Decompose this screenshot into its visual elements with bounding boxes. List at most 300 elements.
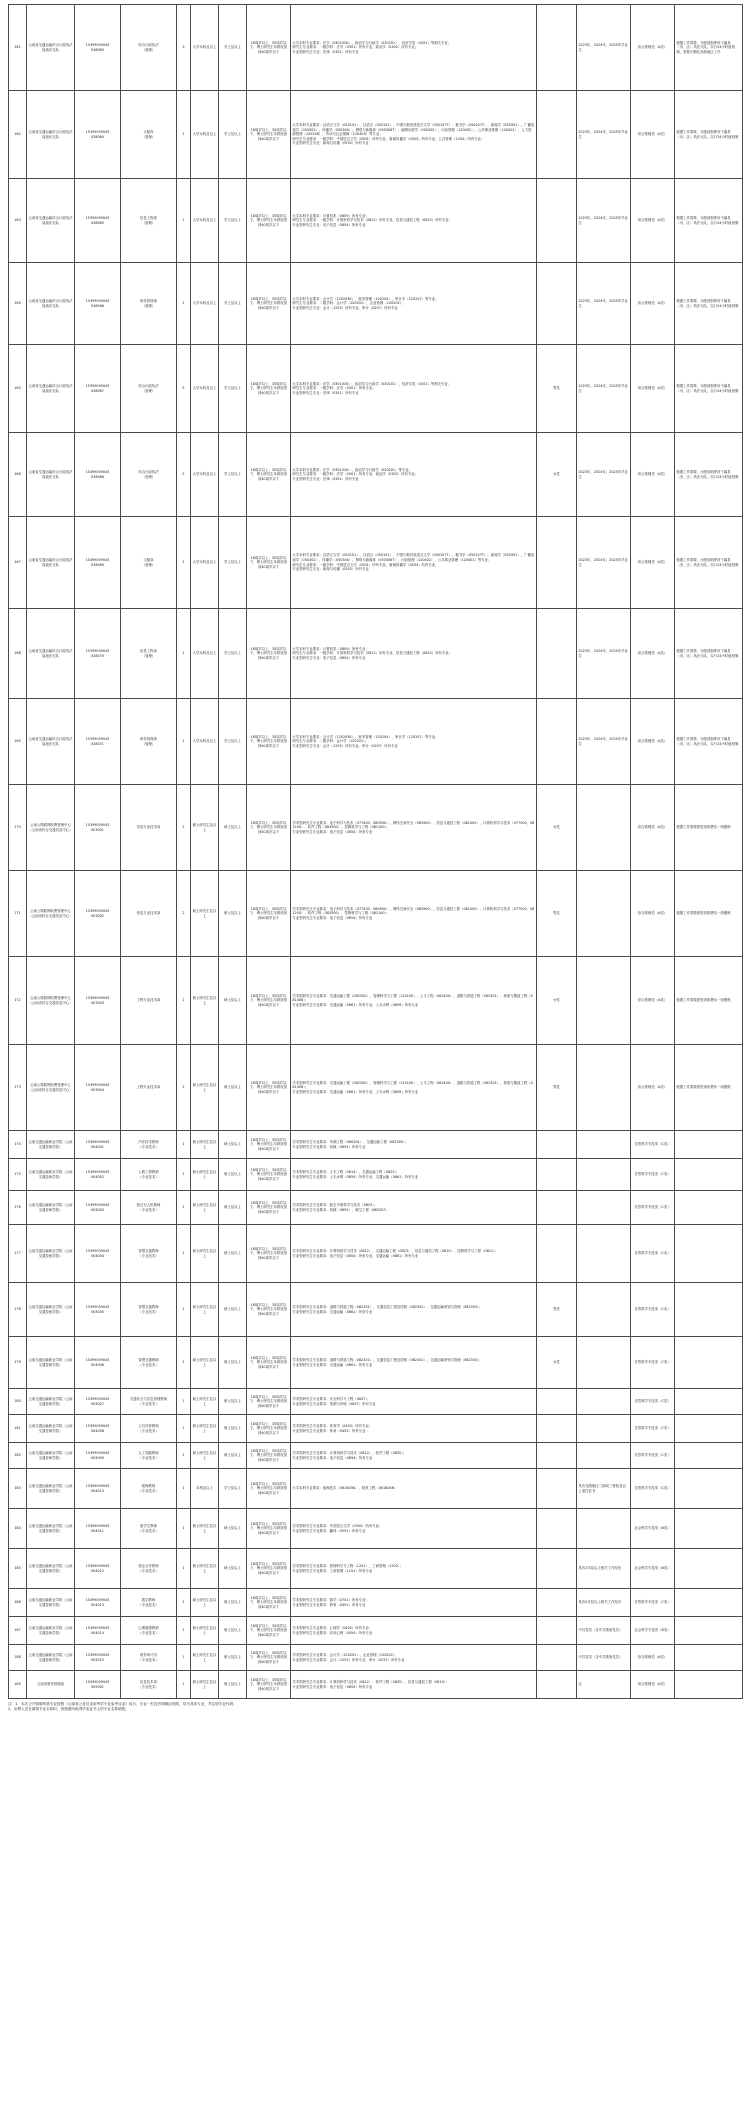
remarks-cell (675, 1283, 743, 1337)
table-row (9, 433, 743, 517)
exam-category-cell: 综合管理类（A类） (631, 1671, 675, 1699)
degree-requirement-cell: 学士及以上 (219, 179, 247, 263)
position-code-cell: 15399059045 038069 (75, 517, 121, 609)
education-requirement-cell: 本科及以上 (191, 1469, 219, 1509)
recruiting-unit-cell: 云南省交通运输综合行政执法局迪庆支队 (27, 609, 75, 699)
other-requirement-cell (577, 1225, 631, 1283)
exam-category-cell: 自然科学专技类（C类） (631, 1131, 675, 1159)
remarks-cell: 根据工作需要派驻到收费站一线锻炼 (675, 1045, 743, 1131)
age-requirement-cell: 18周岁以上、35周岁以下，博士研究生年龄放宽到40周岁以下 (247, 699, 291, 785)
gender-requirement-cell (537, 1159, 577, 1191)
major-requirement-cell: 大学本科专业要求：计算机类（0809）所有专业； 研究生专业要求：一级学科：计算机科学与技术（0812）所有专业、信息与通信工程（0810）所有专业； 专业型研究生专业：电子信息（0854）所有专业 (291, 179, 537, 263)
position-name-cell: 人工智能教师 （专业技术） (121, 1443, 177, 1469)
positions-table (8, 4, 743, 1699)
position-name-cell: 交通安全与应急管理教师 （专业技术） (121, 1389, 177, 1415)
position-code-cell: 15399059045 004013 (75, 1589, 121, 1617)
education-requirement-cell: 大学本科及以上 (191, 609, 219, 699)
gender-requirement-cell (537, 1617, 577, 1645)
other-requirement-cell (577, 871, 631, 957)
position-code-cell: 15399059045 038063 (75, 5, 121, 91)
position-code-cell: 15399059045 004010 (75, 1469, 121, 1509)
position-name-cell: 汽车技术教师 （专业技术） (121, 1131, 177, 1159)
age-requirement-cell: 18周岁以上、35周岁以下，博士研究生年龄放宽到40周岁以下 (247, 871, 291, 957)
table-row (9, 1389, 743, 1415)
age-requirement-cell: 18周岁以上、35周岁以下，博士研究生年龄放宽到40周岁以下 (247, 1389, 291, 1415)
position-name-cell: 信息专业技术岗 (121, 785, 177, 871)
major-requirement-cell: 学术型研究生专业要求：数学（0701）所有专业； 专业型研究生专业要求：教育（0451）所有专业 (291, 1589, 537, 1617)
major-requirement-cell: 大学本科专业要求：航海技术（081803K）、轮机工程（081804K） (291, 1469, 537, 1509)
other-requirement-cell (577, 1131, 631, 1159)
position-code-cell: 15399059045 038070 (75, 609, 121, 699)
remarks-cell: 根据工作需要，分配到指挥所下属县（市、区）执法大队，实行24小时值班制 (675, 433, 743, 517)
table-row (9, 1045, 743, 1131)
hiring-count-cell: 1 (177, 1159, 191, 1191)
major-requirement-cell: 学术型研究生专业要求：航空宇航科学与技术（0825）； 专业型研究生专业要求：机械（0855）、航空工程（085507） (291, 1191, 537, 1225)
table-row (9, 1191, 743, 1225)
age-requirement-cell: 18周岁以上、35周岁以下，博士研究生年龄放宽到40周岁以下 (247, 1131, 291, 1159)
education-requirement-cell: 硕士研究生及以上 (191, 1549, 219, 1589)
exam-category-cell: 自然科学专技类（C类） (631, 1159, 675, 1191)
hiring-count-cell: 2 (177, 871, 191, 957)
position-name-cell: 综合行政执法 （管理） (121, 345, 177, 433)
position-code-cell: 15399059045 038066 (75, 263, 121, 345)
major-requirement-cell: 大学本科专业要求：汉语言文学（050101）、汉语言（050102）、中国少数民族语言文学（050107T）、秘书学（050107T）、新闻学（050301）、广播电视学（050302）、传播学（050304）、网络与新媒体（050306T）、编辑出版学（050305）、行政管理（120402）、公共事业管理（120401）、人力资源管理（120206）、劳动与社会保障（120403）等专业； 研究生专业要求：一级学科：中国语言文学（0501）所有专业、新闻传播学（0503）所有专业、公共管理（1204）所有专业； 专业型研究生专业：新闻与传播（0552）所有专业 (291, 91, 537, 179)
table-row (9, 1645, 743, 1671)
other-requirement-cell (577, 1283, 631, 1337)
row-number-cell: 172 (9, 957, 27, 1045)
other-requirement-cell: 中共党员（含中共预备党员） (577, 1617, 631, 1645)
major-requirement-cell: 学术型研究生专业要求：安全科学与工程（0837）； 专业型研究生专业要求：资源与环境（0857）所有专业 (291, 1389, 537, 1415)
degree-requirement-cell: 学士及以上 (219, 5, 247, 91)
table-row (9, 699, 743, 785)
degree-requirement-cell: 学士及以上 (219, 345, 247, 433)
exam-category-cell: 自然科学专技类（C类） (631, 1225, 675, 1283)
education-requirement-cell: 硕士研究生及以上 (191, 785, 219, 871)
exam-category-cell: 综合管理类（A类） (631, 957, 675, 1045)
table-row (9, 5, 743, 91)
age-requirement-cell: 18周岁以上、35周岁以下，博士研究生年龄放宽到40周岁以下 (247, 1191, 291, 1225)
major-requirement-cell: 大学本科专业要求：法学（030101K）、政治学与行政学（030201）等专业； 研究生专业要求：一级学科：法学（0301）所有专业、政治学（0302）所有专业； 专业型研究生专业：法律（0351）所有专业 (291, 433, 537, 517)
remarks-cell (675, 1337, 743, 1389)
education-requirement-cell: 硕士研究生及以上 (191, 871, 219, 957)
recruiting-unit-cell: 云南交通运输职业学院（云南交通技师学院） (27, 1225, 75, 1283)
gender-requirement-cell (537, 1589, 577, 1617)
recruiting-unit-cell: 云南交通运输职业学院（云南交通技师学院） (27, 1469, 75, 1509)
position-code-cell: 15399059045 038068 (75, 433, 121, 517)
position-name-cell: 工程专业技术岗 (121, 957, 177, 1045)
position-code-cell: 15399059045 003004 (75, 1045, 121, 1131)
recruiting-unit-cell: 云南省交通运输综合行政执法局迪庆支队 (27, 91, 75, 179)
gender-requirement-cell: 女性 (537, 1337, 577, 1389)
remarks-cell: 根据工作需要，分配到指挥所下属县（市、区）执法大队，实行24小时值班制 (675, 179, 743, 263)
age-requirement-cell: 18周岁以上、35周岁以下，博士研究生年龄放宽到40周岁以下 (247, 263, 291, 345)
degree-requirement-cell: 学士及以上 (219, 263, 247, 345)
gender-requirement-cell (537, 1645, 577, 1671)
remarks-cell: 根据工作需要派驻到收费站一线锻炼 (675, 957, 743, 1045)
degree-requirement-cell: 硕士及以上 (219, 1225, 247, 1283)
row-number-cell: 183 (9, 1469, 27, 1509)
position-code-cell: 15399059045 004006 (75, 1337, 121, 1389)
hiring-count-cell: 1 (177, 1337, 191, 1389)
exam-category-cell: 社会科学专技类（B类） (631, 1549, 675, 1589)
remarks-cell: 根据工作需要，分配到指挥所下属县（市、区）执法大队，实行24小时值班制 (675, 699, 743, 785)
row-number-cell: 165 (9, 345, 27, 433)
gender-requirement-cell: 女性 (537, 433, 577, 517)
exam-category-cell: 综合管理类（A类） (631, 263, 675, 345)
age-requirement-cell: 18周岁以上、35周岁以下，博士研究生年龄放宽到40周岁以下 (247, 517, 291, 609)
other-requirement-cell: 2023年、2024年、2025年毕业生 (577, 345, 631, 433)
remarks-cell (675, 1131, 743, 1159)
gender-requirement-cell: 女性 (537, 785, 577, 871)
table-row (9, 1159, 743, 1191)
other-requirement-cell (577, 957, 631, 1045)
other-requirement-cell: 2023年、2024年、2025年毕业生 (577, 263, 631, 345)
other-requirement-cell: 2023年、2024年、2025年毕业生 (577, 91, 631, 179)
degree-requirement-cell: 硕士及以上 (219, 1589, 247, 1617)
position-code-cell: 15399059045 004011 (75, 1509, 121, 1549)
gender-requirement-cell: 男性 (537, 1283, 577, 1337)
table-row (9, 263, 743, 345)
position-code-cell: 15399059045 004002 (75, 1159, 121, 1191)
recruiting-unit-cell: 云南公路联网收费管理中心（云南省综合交通信息中心） (27, 785, 75, 871)
table-row (9, 1549, 743, 1589)
gender-requirement-cell (537, 1131, 577, 1159)
table-row (9, 1509, 743, 1549)
other-requirement-cell: 2023年、2024年、2025年毕业生 (577, 517, 631, 609)
remarks-cell (675, 1191, 743, 1225)
hiring-count-cell: 1 (177, 1617, 191, 1645)
major-requirement-cell: 学术型研究生专业要求：计算机科学与技术（0812）、软件工程（0835）； 专业型研究生专业要求：电子信息（0854）所有专业 (291, 1443, 537, 1469)
exam-category-cell: 综合管理类（A类） (631, 5, 675, 91)
major-requirement-cell: 大学本科专业要求：法学（030101K）、政治学与行政学（030201）、经济学类（0201）等相关专业； 研究生专业要求：一级学科：法学（0301）所有专业； 专业型研究生专业：法律（0351）所有专业 (291, 345, 537, 433)
position-name-cell: 信息工程岗 （管理） (121, 609, 177, 699)
other-requirement-cell: 具有无限航区三副或三管轮及以上适任证书 (577, 1469, 631, 1509)
row-number-cell: 163 (9, 179, 27, 263)
other-requirement-cell (577, 1415, 631, 1443)
row-number-cell: 168 (9, 609, 27, 699)
major-requirement-cell: 学术型研究生专业要求：交通运输工程（082300）、管理科学与工程（120100）、土木工程（081400）、道路与铁道工程（082301）、桥梁与隧道工程（081406）； 专业型研究生专业要求：交通运输（0861）所有专业、土木水利（0859）所有专业 (291, 957, 537, 1045)
exam-category-cell: 综合管理类（A类） (631, 179, 675, 263)
table-row (9, 785, 743, 871)
hiring-count-cell: 5 (177, 345, 191, 433)
degree-requirement-cell: 硕士及以上 (219, 1617, 247, 1645)
position-code-cell: 15399059045 004001 (75, 1131, 121, 1159)
footnotes (8, 1702, 742, 1712)
position-name-cell: 财务管理岗 （管理） (121, 263, 177, 345)
major-requirement-cell: 学术型研究生专业要求：道路与铁道工程（082301）、交通信息工程及控制（082302）、交通运输规划与管理（082303）； 专业型研究生专业要求：交通运输（0861）所有专业 (291, 1283, 537, 1337)
major-requirement-cell: 学术型研究生专业要求：交通运输工程（082300）、管理科学与工程（120100）、土木工程（081400）、道路与铁道工程（082301）、桥梁与隧道工程（081406）； 专业型研究生专业要求：交通运输（0861）所有专业、土木水利（0859）所有专业 (291, 1045, 537, 1131)
hiring-count-cell: 1 (177, 91, 191, 179)
remarks-cell (675, 1159, 743, 1191)
position-name-cell: 智慧交通教师 （专业技术） (121, 1225, 177, 1283)
remarks-cell (675, 1443, 743, 1469)
position-name-cell: 航海教师 （专业技术） (121, 1469, 177, 1509)
hiring-count-cell: 1 (177, 609, 191, 699)
table-row (9, 871, 743, 957)
age-requirement-cell: 18周岁以上、35周岁以下，博士研究生年龄放宽到40周岁以下 (247, 1159, 291, 1191)
row-number-cell: 186 (9, 1589, 27, 1617)
major-requirement-cell: 学术型研究生专业要求：管理科学与工程（1201）、工商管理（1202）； 专业型研究生专业要求：工商管理（1251）所有专业 (291, 1549, 537, 1589)
gender-requirement-cell (537, 1191, 577, 1225)
position-name-cell: 留学生教师 （专业技术） (121, 1509, 177, 1549)
age-requirement-cell: 18周岁以上、35周岁以下，博士研究生年龄放宽到40周岁以下 (247, 1589, 291, 1617)
recruiting-unit-cell: 云南省交通运输综合行政执法局迪庆支队 (27, 263, 75, 345)
other-requirement-cell: 具有2年及以上相关工作经历 (577, 1549, 631, 1589)
age-requirement-cell: 18周岁以上、35周岁以下，博士研究生年龄放宽到40周岁以下 (247, 1443, 291, 1469)
position-name-cell: 信息专业技术岗 (121, 871, 177, 957)
education-requirement-cell: 硕士研究生及以上 (191, 1589, 219, 1617)
row-number-cell: 177 (9, 1225, 27, 1283)
other-requirement-cell (577, 1443, 631, 1469)
other-requirement-cell (577, 785, 631, 871)
footnote-2: 2、应聘人员在填报专业名称时，须按照所取得毕业证书上的专业名称填报。 (8, 1707, 129, 1712)
remarks-cell (675, 1509, 743, 1549)
education-requirement-cell: 硕士研究生及以上 (191, 1645, 219, 1671)
hiring-count-cell: 1 (177, 1389, 191, 1415)
age-requirement-cell: 18周岁以上、35周岁以下，博士研究生年龄放宽到40周岁以下 (247, 1337, 291, 1389)
table-row (9, 517, 743, 609)
recruiting-unit-cell: 云南公路联网收费管理中心（云南省综合交通信息中心） (27, 1045, 75, 1131)
recruiting-unit-cell: 云南交通运输职业学院（云南交通技师学院） (27, 1389, 75, 1415)
education-requirement-cell: 大学本科及以上 (191, 433, 219, 517)
degree-requirement-cell: 硕士及以上 (219, 785, 247, 871)
exam-category-cell: 综合管理类（A类） (631, 91, 675, 179)
row-number-cell: 162 (9, 91, 27, 179)
recruiting-unit-cell: 云南交通运输职业学院（云南交通技师学院） (27, 1549, 75, 1589)
education-requirement-cell: 硕士研究生及以上 (191, 1415, 219, 1443)
position-code-cell: 15399059045 003003 (75, 957, 121, 1045)
education-requirement-cell: 大学本科及以上 (191, 5, 219, 91)
degree-requirement-cell: 硕士及以上 (219, 1549, 247, 1589)
exam-category-cell: 综合管理类（A类） (631, 699, 675, 785)
remarks-cell (675, 1617, 743, 1645)
table-row (9, 1225, 743, 1283)
degree-requirement-cell: 硕士及以上 (219, 1415, 247, 1443)
major-requirement-cell: 学术型研究生专业要求：心理学（0402）所有专业； 专业型研究生专业要求：应用心理（0454）所有专业 (291, 1617, 537, 1645)
exam-category-cell: 综合管理类（A类） (631, 785, 675, 871)
table-row (9, 609, 743, 699)
row-number-cell: 178 (9, 1283, 27, 1337)
education-requirement-cell: 硕士研究生及以上 (191, 1509, 219, 1549)
gender-requirement-cell (537, 1389, 577, 1415)
recruiting-unit-cell: 云南省交通运输综合行政执法局迪庆支队 (27, 5, 75, 91)
degree-requirement-cell: 硕士及以上 (219, 1337, 247, 1389)
degree-requirement-cell: 硕士及以上 (219, 1671, 247, 1699)
degree-requirement-cell: 硕士及以上 (219, 1389, 247, 1415)
education-requirement-cell: 硕士研究生及以上 (191, 1159, 219, 1191)
other-requirement-cell (577, 1337, 631, 1389)
major-requirement-cell: 学术型研究生专业要求：道路与铁道工程（082301）、交通信息工程及控制（082302）、交通运输规划与管理（082303）； 专业型研究生专业要求：交通运输（0861）所有专业 (291, 1337, 537, 1389)
recruiting-unit-cell: 云南交通运输职业学院（云南交通技师学院） (27, 1509, 75, 1549)
remarks-cell (675, 1645, 743, 1671)
other-requirement-cell (577, 1045, 631, 1131)
hiring-count-cell: 1 (177, 1509, 191, 1549)
gender-requirement-cell: 男性 (537, 1045, 577, 1131)
position-code-cell: 15399059045 038067 (75, 345, 121, 433)
hiring-count-cell: 1 (177, 1443, 191, 1469)
position-code-cell: 15399059045 038064 (75, 91, 121, 179)
gender-requirement-cell (537, 1415, 577, 1443)
education-requirement-cell: 大学本科及以上 (191, 91, 219, 179)
age-requirement-cell: 18周岁以上、35周岁以下，博士研究生年龄放宽到40周岁以下 (247, 1549, 291, 1589)
degree-requirement-cell: 学士及以上 (219, 517, 247, 609)
age-requirement-cell: 18周岁以上、35周岁以下，博士研究生年龄放宽到40周岁以下 (247, 1617, 291, 1645)
position-code-cell: 15399059045 004004 (75, 1225, 121, 1283)
remarks-cell (675, 1225, 743, 1283)
row-number-cell: 166 (9, 433, 27, 517)
position-name-cell: 校企合作教师 （专业技术） (121, 1549, 177, 1589)
hiring-count-cell: 1 (177, 1191, 191, 1225)
other-requirement-cell: 2023年、2024年、2025年毕业生 (577, 609, 631, 699)
row-number-cell: 173 (9, 1045, 27, 1131)
recruiting-unit-cell: 云南省航务管理局 (27, 1671, 75, 1699)
exam-category-cell: 自然科学专技类（C类） (631, 1389, 675, 1415)
other-requirement-cell (577, 1509, 631, 1549)
row-number-cell: 180 (9, 1389, 27, 1415)
position-name-cell: 综合行政执法 （管理） (121, 5, 177, 91)
degree-requirement-cell: 硕士及以上 (219, 1131, 247, 1159)
exam-category-cell: 自然科学专技类（C类） (631, 1589, 675, 1617)
remarks-cell (675, 1671, 743, 1699)
recruiting-unit-cell: 云南交通运输职业学院（云南交通技师学院） (27, 1617, 75, 1645)
exam-category-cell: 自然科学专技类（C类） (631, 1283, 675, 1337)
remarks-cell (675, 1549, 743, 1589)
age-requirement-cell: 18周岁以上、35周岁以下，博士研究生年龄放宽到40周岁以下 (247, 1645, 291, 1671)
recruiting-unit-cell: 云南交通运输职业学院（云南交通技师学院） (27, 1645, 75, 1671)
other-requirement-cell (577, 1191, 631, 1225)
degree-requirement-cell: 硕士及以上 (219, 1645, 247, 1671)
recruiting-unit-cell: 云南交通运输职业学院（云南交通技师学院） (27, 1589, 75, 1617)
major-requirement-cell: 大学本科专业要求：汉语言文学（050101）、汉语言（050102）、中国少数民族语言文学（050107T）、秘书学（050107T）、新闻学（050301）、广播电视学（050302）、传播学（050304）、网络与新媒体（050306T）、行政管理（120402）、公共事业管理（120401）等专业； 研究生专业要求：一级学科：中国语言文学（0501）所有专业、新闻传播学（0503）所有专业； 专业型研究生专业：新闻与传播（0552）所有专业 (291, 517, 537, 609)
exam-category-cell: 综合管理类（A类） (631, 1645, 675, 1671)
row-number-cell: 185 (9, 1549, 27, 1589)
education-requirement-cell: 硕士研究生及以上 (191, 1617, 219, 1645)
table-row (9, 1443, 743, 1469)
degree-requirement-cell: 硕士及以上 (219, 1159, 247, 1191)
gender-requirement-cell (537, 5, 577, 91)
remarks-cell (675, 1469, 743, 1509)
degree-requirement-cell: 硕士及以上 (219, 871, 247, 957)
other-requirement-cell: 2023年、2024年、2025年毕业生 (577, 699, 631, 785)
gender-requirement-cell (537, 1549, 577, 1589)
age-requirement-cell: 18周岁以上、35周岁以下，博士研究生年龄放宽到40周岁以下 (247, 1225, 291, 1283)
table-row (9, 1469, 743, 1509)
recruiting-unit-cell: 云南省交通运输综合行政执法局迪庆支队 (27, 345, 75, 433)
position-code-cell: 15399059045 003001 (75, 785, 121, 871)
education-requirement-cell: 硕士研究生及以上 (191, 1671, 219, 1699)
major-requirement-cell: 学术型研究生专业要求：电子科学与技术（077400、080900）、网络空间安全（083900）、信息与通信工程（081000）、计算机科学与技术（077500、081200）、软件工程（083500）、控制科学与工程（081100）； 专业型研究生专业要求：电子信息（0854）所有专业 (291, 785, 537, 871)
gender-requirement-cell: 女性 (537, 957, 577, 1045)
position-name-cell: 数学教师 （专业技术） (121, 1589, 177, 1617)
position-name-cell: 文秘岗 （管理） (121, 91, 177, 179)
recruiting-unit-cell: 云南公路联网收费管理中心（云南省综合交通信息中心） (27, 871, 75, 957)
major-requirement-cell: 大学本科专业要求：会计学（120203K）、财务管理（120204）、审计学（120207）等专业； 研究生专业要求：二级学科：会计学（120201）； 专业型研究生专业：会计（1253）所有专业、审计（0257）所有专业 (291, 699, 537, 785)
major-requirement-cell: 学术型研究生专业要求：计算机科学与技术（0812）、交通运输工程（0823）、信息与通信工程（0810）、控制科学与工程（0811）； 专业型研究生专业要求：电子信息（0854）所有专业、交通运输（0861）所有专业 (291, 1225, 537, 1283)
remarks-cell: 根据工作需要，分配到指挥所下属县（市、区）执法大队，实行24小时值班制，需要长期在高原地区工作 (675, 5, 743, 91)
position-name-cell: 心理健康教师 （专业技术） (121, 1617, 177, 1645)
degree-requirement-cell: 学士及以上 (219, 1469, 247, 1509)
exam-category-cell: 综合管理类（A类） (631, 517, 675, 609)
major-requirement-cell: 大学本科专业要求：法学（030101K）、政治学与行政学（030201）、经济学类（0201）等相关专业； 研究生专业要求：一级学科：法学（0301）所有专业、政治学（0302）所有专业； 专业型研究生专业：法律（0351）所有专业 (291, 5, 537, 91)
education-requirement-cell: 大学本科及以上 (191, 345, 219, 433)
remarks-cell: 根据工作需要派驻到收费站一线锻炼 (675, 871, 743, 957)
hiring-count-cell: 1 (177, 263, 191, 345)
degree-requirement-cell: 硕士及以上 (219, 1509, 247, 1549)
hiring-count-cell: 1 (177, 699, 191, 785)
remarks-cell: 根据工作需要派驻到收费站一线锻炼 (675, 785, 743, 871)
table-row (9, 1617, 743, 1645)
education-requirement-cell: 硕士研究生及以上 (191, 1443, 219, 1469)
gender-requirement-cell (537, 179, 577, 263)
age-requirement-cell: 18周岁以上、35周岁以下，博士研究生年龄放宽到40周岁以下 (247, 957, 291, 1045)
hiring-count-cell: 1 (177, 1415, 191, 1443)
position-code-cell: 15399059045 004007 (75, 1389, 121, 1415)
age-requirement-cell: 18周岁以上、35周岁以下，博士研究生年龄放宽到40周岁以下 (247, 433, 291, 517)
gender-requirement-cell: 男性 (537, 871, 577, 957)
hiring-count-cell: 2 (177, 785, 191, 871)
gender-requirement-cell (537, 1443, 577, 1469)
position-code-cell: 15399059045 004005 (75, 1283, 121, 1337)
remarks-cell: 根据工作需要，分配到指挥所下属县（市、区）执法大队，实行24小时值班制 (675, 263, 743, 345)
degree-requirement-cell: 硕士及以上 (219, 1191, 247, 1225)
education-requirement-cell: 大学本科及以上 (191, 263, 219, 345)
remarks-cell (675, 1589, 743, 1617)
table-row (9, 1589, 743, 1617)
education-requirement-cell: 硕士研究生及以上 (191, 1225, 219, 1283)
hiring-count-cell: 5 (177, 433, 191, 517)
row-number-cell: 187 (9, 1617, 27, 1645)
recruiting-unit-cell: 云南交通运输职业学院（云南交通技师学院） (27, 1131, 75, 1159)
exam-category-cell: 自然科学专技类（C类） (631, 1415, 675, 1443)
position-code-cell: 15399059045 004015 (75, 1645, 121, 1671)
row-number-cell: 184 (9, 1509, 27, 1549)
position-name-cell: 财务管理岗 （管理） (121, 699, 177, 785)
position-code-cell: 15399059045 004009 (75, 1443, 121, 1469)
gender-requirement-cell (537, 1509, 577, 1549)
recruiting-unit-cell: 云南交通运输职业学院（云南交通技师学院） (27, 1443, 75, 1469)
education-requirement-cell: 硕士研究生及以上 (191, 1191, 219, 1225)
position-name-cell: 工程专业技术岗 (121, 1045, 177, 1131)
recruiting-unit-cell: 云南省交通运输综合行政执法局迪庆支队 (27, 433, 75, 517)
row-number-cell: 175 (9, 1159, 27, 1191)
other-requirement-cell: 具有2年及以上相关工作经历 (577, 1589, 631, 1617)
degree-requirement-cell: 学士及以上 (219, 433, 247, 517)
major-requirement-cell: 学术型研究生专业要求：外国语言文学（0502）所有专业； 专业型研究生专业要求：翻译（0551）所有专业 (291, 1509, 537, 1549)
remarks-cell: 根据工作需要，分配到指挥所下属县（市、区）执法大队，实行24小时值班制 (675, 517, 743, 609)
other-requirement-cell (577, 1389, 631, 1415)
table-row (9, 1131, 743, 1159)
recruiting-unit-cell: 云南交通运输职业学院（云南交通技师学院） (27, 1415, 75, 1443)
major-requirement-cell: 学术型研究生专业要求：会计学（120201）、企业管理（120202）； 专业型研究生专业要求：会计（1253）所有专业、审计（0257）所有专业 (291, 1645, 537, 1671)
position-name-cell: 信息工程岗 （管理） (121, 179, 177, 263)
degree-requirement-cell: 学士及以上 (219, 91, 247, 179)
gender-requirement-cell (537, 263, 577, 345)
row-number-cell: 189 (9, 1671, 27, 1699)
age-requirement-cell: 18周岁以上、35周岁以下，博士研究生年龄放宽到40周岁以下 (247, 785, 291, 871)
age-requirement-cell: 18周岁以上、35周岁以下，博士研究生年龄放宽到40周岁以下 (247, 345, 291, 433)
education-requirement-cell: 硕士研究生及以上 (191, 1131, 219, 1159)
table-row (9, 91, 743, 179)
gender-requirement-cell (537, 699, 577, 785)
gender-requirement-cell (537, 1469, 577, 1509)
hiring-count-cell: 1 (177, 179, 191, 263)
degree-requirement-cell: 硕士及以上 (219, 1045, 247, 1131)
age-requirement-cell: 18周岁以上、35周岁以下，博士研究生年龄放宽到40周岁以下 (247, 179, 291, 263)
recruiting-unit-cell: 云南省交通运输综合行政执法局迪庆支队 (27, 179, 75, 263)
recruiting-unit-cell: 云南交通运输职业学院（云南交通技师学院） (27, 1283, 75, 1337)
major-requirement-cell: 学术型研究生专业要求：计算机科学与技术（0812）、软件工程（0835）、信息与通信工程（0810）； 专业型研究生专业要求：电子信息（0854）所有专业 (291, 1671, 537, 1699)
position-name-cell: 财务审计员 （专业技术） (121, 1645, 177, 1671)
